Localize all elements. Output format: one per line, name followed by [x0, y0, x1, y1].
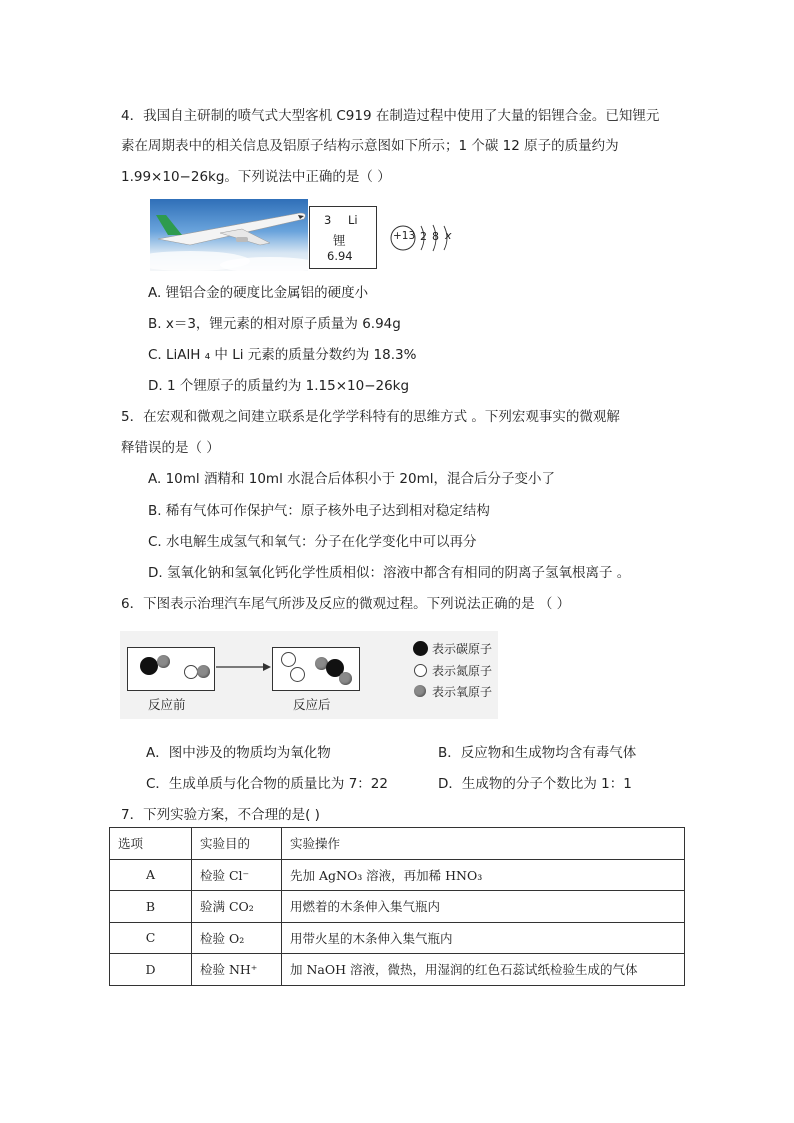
- before-reaction-box: [127, 647, 215, 691]
- q4-option-a: A. 锂铝合金的硬度比金属铝的硬度小: [148, 285, 369, 301]
- carbon-atom: [140, 657, 158, 675]
- table-row: [110, 859, 685, 891]
- q6-option-a: A．图中涉及的物质均为氧化物: [146, 745, 331, 761]
- row-option: C: [110, 922, 192, 954]
- row-operation: 用带火星的木条伸入集气瓶内: [282, 922, 685, 954]
- lithium-element-card: [309, 206, 377, 269]
- row-purpose: 检验 O₂: [192, 922, 282, 954]
- shell-3-electrons: x: [445, 229, 452, 242]
- table-row: [110, 891, 685, 923]
- after-reaction-label: 反应后: [293, 697, 331, 712]
- row-purpose: 检验 Cl⁻: [192, 859, 282, 891]
- q5-stem-line1: 5．在宏观和微观之间建立联系是化学学科特有的思维方式 。下列宏观事实的微观解: [121, 409, 620, 425]
- table-header-row: [110, 828, 685, 860]
- aluminum-atom-structure-diagram: [388, 221, 468, 255]
- nitrogen-legend-label: 表示氮原子: [432, 664, 493, 678]
- nitrogen-atom: [184, 665, 198, 679]
- q5-option-d: D. 氢氧化钠和氢氧化钙化学性质相似：溶液中都含有相同的阴离子氢氧根离子 。: [148, 565, 631, 581]
- oxygen-legend-label: 表示氧原子: [432, 685, 493, 699]
- atomic-number: 3: [324, 213, 332, 227]
- before-reaction-label: 反应前: [148, 697, 186, 712]
- carbon-legend-icon: [413, 641, 428, 656]
- atomic-mass: 6.94: [327, 249, 353, 263]
- q4-stem-line1: 4．我国自主研制的喷气式大型客机 C919 在制造过程中使用了大量的铝锂合金。已知锂元: [121, 108, 660, 124]
- q6-option-c: C．生成单质与化合物的质量比为 7：22: [146, 776, 388, 792]
- q5-option-a: A. 10ml 酒精和 10ml 水混合后体积小于 20ml，混合后分子变小了: [148, 471, 555, 487]
- nitrogen-atom: [290, 667, 305, 682]
- element-symbol: Li: [348, 213, 358, 227]
- header-purpose: 实验目的: [192, 828, 282, 860]
- table-row: [110, 954, 685, 986]
- q4-stem-line3: 1.99×10−26kg。下列说法中正确的是（ ）: [121, 169, 391, 185]
- header-operation: 实验操作: [282, 828, 685, 860]
- reaction-arrow: [216, 661, 272, 673]
- nitrogen-atom: [281, 652, 296, 667]
- q5-option-c: C. 水电解生成氢气和氧气：分子在化学变化中可以再分: [148, 534, 477, 550]
- q5-stem-line2: 释错误的是（ ）: [121, 440, 220, 456]
- q6-option-d: D．生成物的分子个数比为 1：1: [438, 776, 632, 792]
- q7-stem: 7．下列实验方案，不合理的是( ): [121, 807, 320, 823]
- row-operation: 用燃着的木条伸入集气瓶内: [282, 891, 685, 923]
- carbon-legend-label: 表示碳原子: [432, 642, 493, 656]
- row-purpose: 验满 CO₂: [192, 891, 282, 923]
- nucleus-charge: +13: [393, 230, 416, 242]
- q6-option-b: B．反应物和生成物均含有毒气体: [438, 745, 637, 761]
- row-option: B: [110, 891, 192, 923]
- oxygen-atom: [339, 672, 352, 685]
- reaction-diagram: [120, 631, 498, 719]
- row-option: D: [110, 954, 192, 986]
- table-row: [110, 922, 685, 954]
- q4-option-d: D. 1 个锂原子的质量约为 1.15×10−26kg: [148, 378, 410, 394]
- element-name: 锂: [333, 233, 346, 248]
- q4-stem-line2: 素在周期表中的相关信息及铝原子结构示意图如下所示；1 个碳 12 原子的质量约为: [121, 138, 619, 154]
- oxygen-atom: [157, 655, 170, 668]
- q4-option-b: B. x＝3，锂元素的相对原子质量为 6.94g: [148, 316, 401, 332]
- row-operation: 先加 AgNO₃ 溶液，再加稀 HNO₃: [282, 859, 685, 891]
- oxygen-legend-icon: [414, 685, 426, 697]
- experiment-table: [109, 827, 685, 986]
- header-option: 选项: [110, 828, 192, 860]
- q4-option-c: C. LiAlH ₄ 中 Li 元素的质量分数约为 18.3%: [148, 347, 417, 363]
- q5-option-b: B. 稀有气体可作保护气：原子核外电子达到相对稳定结构: [148, 503, 490, 519]
- after-reaction-box: [272, 647, 360, 691]
- q6-stem: 6．下图表示治理汽车尾气所涉及反应的微观过程。下列说法正确的是 （ ）: [121, 596, 571, 612]
- oxygen-atom: [197, 665, 210, 678]
- shell-1-electrons: 2: [420, 230, 427, 243]
- shell-2-electrons: 8: [432, 230, 439, 243]
- c919-airplane-image: [150, 199, 308, 271]
- row-option: A: [110, 859, 192, 891]
- row-purpose: 检验 NH⁺: [192, 954, 282, 986]
- nitrogen-legend-icon: [414, 664, 427, 677]
- row-operation: 加 NaOH 溶液，微热，用湿润的红色石蕊试纸检验生成的气体: [282, 954, 685, 986]
